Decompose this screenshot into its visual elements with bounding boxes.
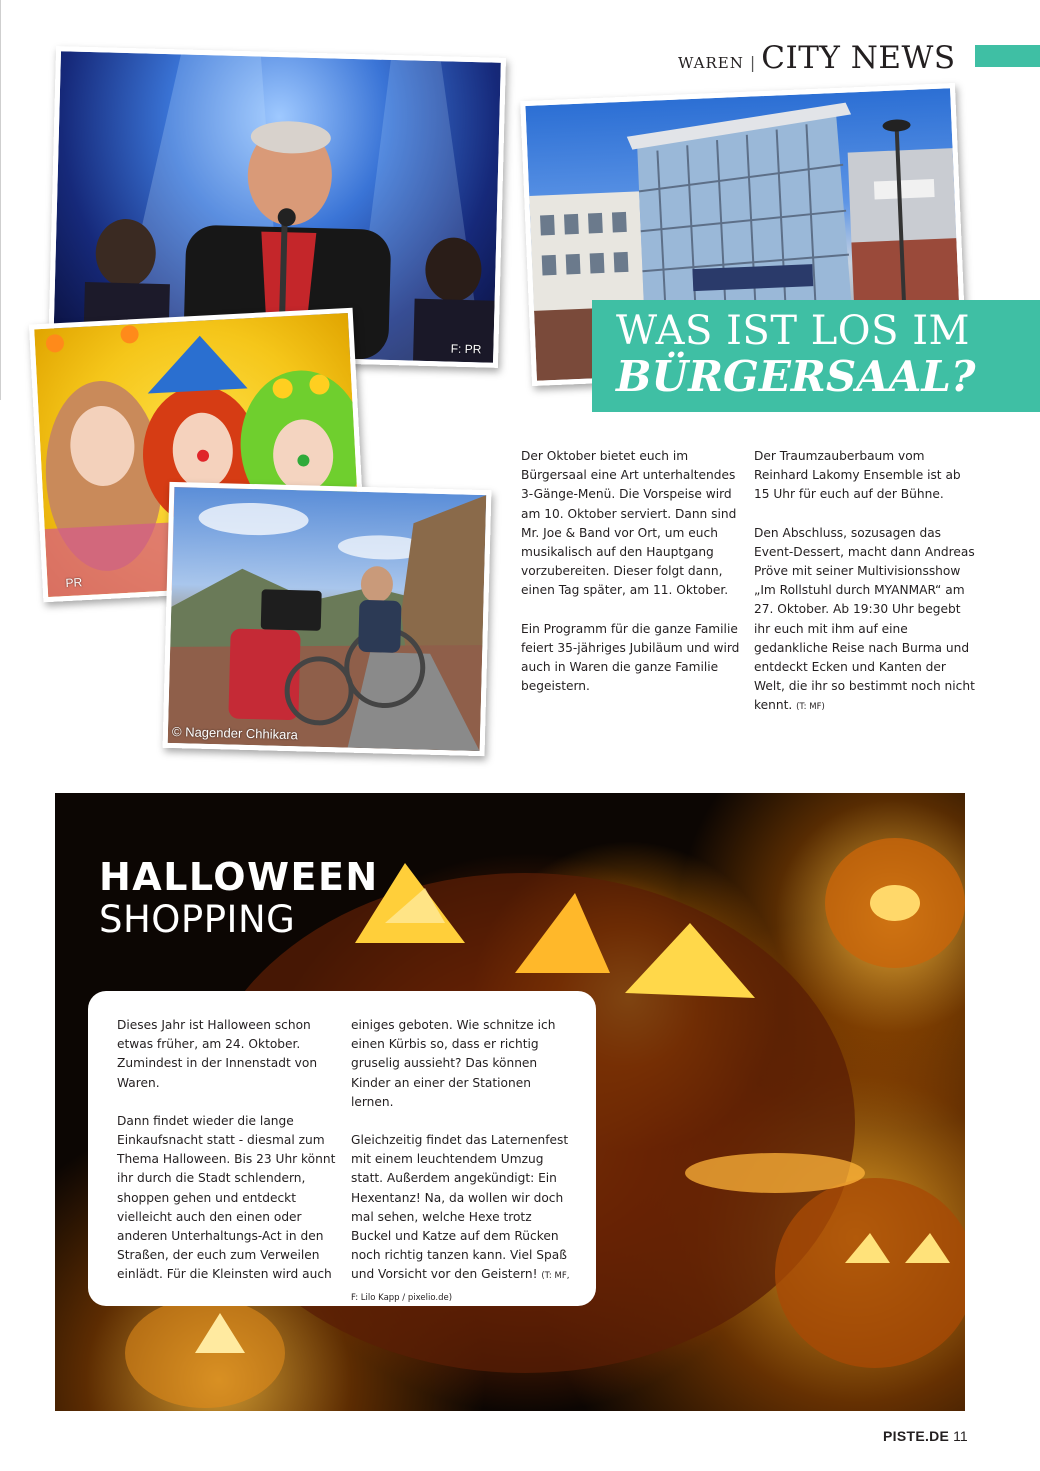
halloween-paragraph <box>351 1131 573 1308</box>
wheelchair-photo-credit: © Nagender Chhikara <box>171 723 299 743</box>
feature-column-1 <box>521 447 743 715</box>
feature-paragraph <box>754 524 976 718</box>
halloween-paragraph: einiges geboten. Wie schnitze ich einen Kürbis so, dass er richtig gruselig aussieht? Das können Kinder an einer der Stationen lernen. <box>351 1018 556 1109</box>
feature-paragraph: Ein Programm für die ganze Familie feiert 35-jähriges Jubiläum und wird auch in Waren die ganze Familie begeistern. <box>521 621 740 694</box>
halloween-title-bold: HALLOWEEN <box>99 855 379 899</box>
halloween-paragraph-text: Gleichzeitig findet das Laternenfest mit einem leuchtendem Umzug statt. Außerdem angekündigt: Ein Hexentanz! Na, da wollen wir doch mal sehen, welche Hexe trotz Buckel und Katze auf dem Rücken noch richtig tanzen kann. Viel Spaß und Vorsicht vor den Geistern! <box>351 1133 569 1282</box>
halloween-paragraph: Dieses Jahr ist Halloween schon etwas früher, am 24. Oktober. Zumindest in der Innenstadt von Waren. <box>117 1018 318 1090</box>
halloween-title-light: SHOPPING <box>99 898 296 941</box>
feature-column-2 <box>754 447 976 737</box>
halloween-title <box>99 855 379 941</box>
section-title: CITY NEWS <box>761 40 956 76</box>
feature-paragraph-text: Den Abschluss, sozusagen das Event-Dessert, macht dann Andreas Pröve mit seiner Multivisionsshow „Im Rollstuhl durch MYANMAR“ am 27. Oktober. Ab 19:30 Uhr begebt ihr euch mit ihm auf eine gedankliche Reise nach Burma und entdeckt Ecken und Kanten der Welt, die ihr so bestimmt noch nicht kennt. <box>754 525 975 713</box>
clowns-photo-credit: PR <box>65 575 83 591</box>
header-separator: | <box>749 53 756 72</box>
header-accent-bar <box>975 45 1040 67</box>
section-label: WAREN <box>678 54 744 72</box>
page-number: 11 <box>953 1428 968 1444</box>
section-header <box>678 40 956 76</box>
footer-brand: PISTE.DE <box>883 1428 950 1444</box>
concert-photo-credit: F: PR <box>450 341 482 357</box>
halloween-credit: (T: MF, F: Lilo Kapp / pixelio.de) <box>351 1271 570 1303</box>
feature-credit: (T: MF) <box>796 702 825 713</box>
feature-paragraph: Der Traumzauberbaum vom Reinhard Lakomy Ensemble ist ab 15 Uhr für euch auf der Bühne. <box>754 449 961 502</box>
feature-title-line2: BÜRGERSAAL? <box>616 352 976 401</box>
wheelchair-photo-art <box>168 487 487 751</box>
page-edge-line <box>0 0 1 400</box>
feature-title-box <box>592 300 1040 412</box>
feature-title-line1: WAS IST LOS IM <box>616 308 970 354</box>
wheelchair-photo <box>163 482 492 756</box>
halloween-column-2 <box>351 1016 573 1327</box>
feature-paragraph: Der Oktober bietet euch im Bürgersaal eine Art unterhaltendes 3-Gänge-Menü. Die Vorspeise wird am 10. Oktober serviert. Dann sind Mr. Joe & Band vor Ort, um euch musikalisch auf den Hauptgang vorzubereiten. Dieser folgt dann, einen Tag später, am 11. Oktober. <box>521 449 737 598</box>
halloween-paragraph: Dann findet wieder die lange Einkaufsnacht statt - diesmal zum Thema Halloween. Bis 23 Uhr könnt ihr durch die Stadt schlendern, shoppen gehen und entdeckt vielleicht auch den einen oder anderen Unterhaltungs-Act in den Straßen, der euch zum Verweilen einlädt. Für die Kleinsten wird auch <box>117 1113 336 1282</box>
page-footer <box>883 1428 968 1444</box>
halloween-column-1 <box>117 1016 339 1304</box>
